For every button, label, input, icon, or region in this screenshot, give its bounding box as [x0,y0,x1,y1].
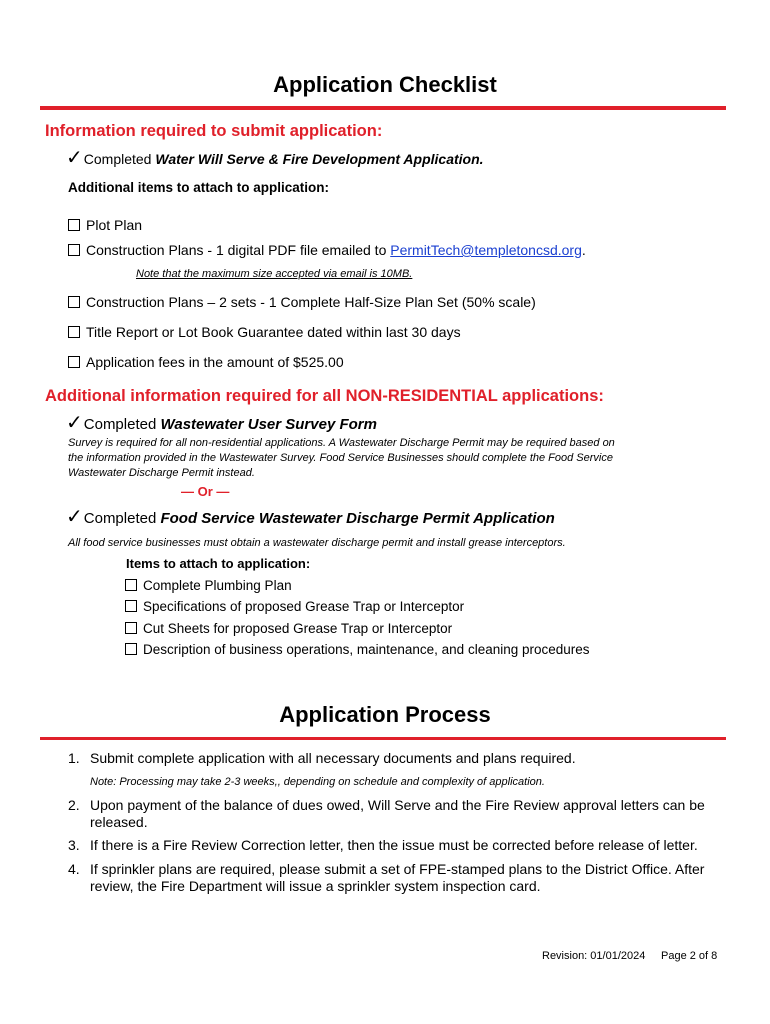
permit-item-specifications[interactable]: Specifications of proposed Grease Trap or Interceptor [125,599,464,614]
permit-email-link[interactable]: PermitTech@templetoncsd.org [390,242,582,258]
checkmark-icon: ✓ [66,147,83,169]
permit-item-cut-sheets[interactable]: Cut Sheets for proposed Grease Trap or Interceptor [125,621,452,636]
checklist-item-title-report[interactable]: Title Report or Lot Book Guarantee dated within last 30 days [68,324,461,340]
email-size-note: Note that the maximum size accepted via email is 10MB. [136,268,413,280]
or-divider: — Or — [181,484,230,499]
checkbox-icon[interactable] [68,296,80,308]
checklist-item-fees[interactable]: Application fees in the amount of $525.00 [68,354,344,370]
permit-item-plumbing[interactable]: Complete Plumbing Plan [125,578,292,593]
will-serve-doc: Water Will Serve & Fire Development Application. [155,151,484,167]
process-steps [58,750,718,895]
process-step: 4. If sprinkler plans are required, please submit a set of FPE-stamped plans to the District Office. After review, the Fire Department will issue a sprinkler system inspection card. [68,861,705,894]
completed-permit: ✓Completed Food Service Wastewater Discharge Permit Application [66,506,555,528]
process-step: 1. Submit complete application with all necessary documents and plans required. Note: Processing may take 2-3 weeks,, depending on schedule and complexity of application. [58,750,718,791]
checkbox-icon[interactable] [125,600,137,612]
checkbox-icon[interactable] [68,219,80,231]
checklist-title: Application Checklist [273,72,497,97]
revision-date: Revision: 01/01/2024 [542,950,646,962]
checklist-item-plot-plan[interactable]: Plot Plan [68,217,142,233]
process-title: Application Process [279,702,491,727]
checkmark-icon: ✓ [66,506,83,528]
checklist-item-plan-sets[interactable]: Construction Plans – 2 sets - 1 Complete Half-Size Plan Set (50% scale) [68,294,536,310]
survey-title: Wastewater User Survey Form [160,416,377,433]
checkbox-icon[interactable] [125,622,137,634]
process-step: 2. Upon payment of the balance of dues owed, Will Serve and the Fire Review approval letters can be released. [68,797,705,830]
permit-title: Food Service Wastewater Discharge Permit Application [160,510,555,527]
checkbox-icon[interactable] [68,244,80,256]
checkbox-icon[interactable] [125,579,137,591]
attach-label: Additional items to attach to application: [68,180,330,195]
checklist-item-digital-plans[interactable]: Construction Plans - 1 digital PDF file emailed to PermitTech@templetoncsd.org. [68,242,586,258]
checkmark-icon: ✓ [66,412,83,434]
permit-note: All food service businesses must obtain a wastewater discharge permit and install grease interceptors. [68,537,566,549]
completed-survey: ✓Completed Wastewater User Survey Form [66,412,377,434]
processing-note: Note: Processing may take 2-3 weeks,, depending on schedule and complexity of application. [90,776,545,788]
completed-will-serve: ✓Completed Water Will Serve & Fire Development Application. [66,147,484,169]
permit-item-description[interactable]: Description of business operations, maintenance, and cleaning procedures [125,642,590,657]
section2-heading: Additional information required for all NON-RESIDENTIAL applications: [45,387,604,405]
process-step: 3. If there is a Fire Review Correction letter, then the issue must be corrected before release of letter. [68,837,698,853]
section1-heading: Information required to submit application: [45,122,383,140]
survey-note: Survey is required for all non-residential applications. A Wastewater Discharge Permit may be required based on the information provided in the Wastewater Survey. Food Service Businesses should complete the Food Service Wastewater Discharge Permit instead. [68,437,615,479]
checkbox-icon[interactable] [68,356,80,368]
process-divider [40,737,726,740]
checkbox-icon[interactable] [125,643,137,655]
page-number: Page 2 of 8 [661,950,718,962]
checkbox-icon[interactable] [68,326,80,338]
title-divider [40,106,726,110]
items-label: Items to attach to application: [126,556,311,571]
